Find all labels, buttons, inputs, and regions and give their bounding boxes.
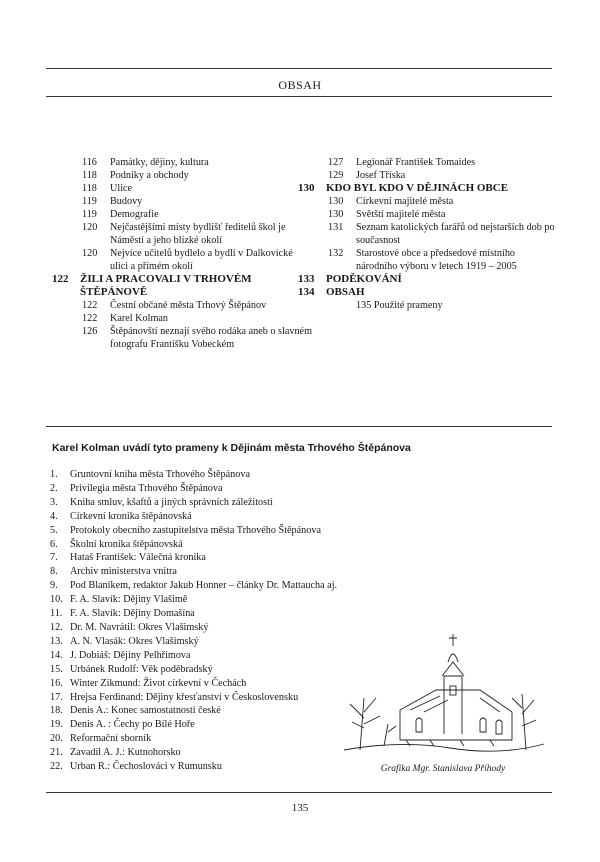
toc-title: OBSAH	[326, 286, 365, 298]
list-item-number: 16.	[50, 677, 63, 689]
list-item	[50, 663, 380, 677]
list-item	[50, 538, 380, 552]
toc-entry	[298, 182, 558, 195]
list-item	[50, 718, 380, 732]
list-item	[50, 746, 380, 760]
toc-entry	[52, 247, 312, 273]
list-item	[50, 551, 380, 565]
list-item-text: Zavadil A. J.: Kutnohorsko	[70, 747, 181, 759]
toc-title: Památky, dějiny, kultura	[110, 157, 209, 168]
list-item-text: Církevní kronika štěpánovská	[70, 510, 192, 522]
toc-entry	[52, 169, 312, 182]
list-item-number: 20.	[50, 733, 63, 745]
toc-title: KDO BYL KDO V DĚJINÁCH OBCE	[326, 182, 509, 194]
toc-entry	[298, 299, 558, 312]
list-item-text: Gruntovní kniha města Trhového Štěpánova	[70, 469, 250, 480]
toc-entry	[298, 273, 558, 286]
list-item-number: 8.	[50, 566, 58, 578]
list-item	[50, 579, 380, 593]
list-item-number: 1.	[50, 469, 58, 480]
toc-page-number: 130	[328, 209, 344, 220]
toc-entry	[52, 273, 312, 299]
toc-entry	[52, 156, 312, 169]
toc-page-number: 126	[82, 326, 98, 337]
list-item-text: Hrejsa Ferdinand: Dějiny křesťanství v Československu	[70, 691, 299, 703]
page-number: 135	[291, 802, 309, 814]
toc-page-number: 120	[82, 248, 98, 259]
toc-page-number: 131	[328, 222, 344, 233]
footer-rule	[46, 792, 552, 793]
toc-page-number: 116	[82, 157, 97, 168]
list-item-text: Pod Blaníkem, redaktor Jakub Honner – články Dr. Mattaucha aj.	[70, 580, 338, 592]
list-item-number: 7.	[50, 552, 58, 564]
toc-title: PODĚKOVÁNÍ	[326, 273, 402, 285]
list-item-number: 4.	[50, 510, 58, 522]
toc-title: Čestní občané města Trhový Štěpánov	[110, 300, 267, 311]
toc-left-column	[52, 156, 312, 351]
toc-title: Budovy	[110, 196, 143, 207]
toc-page-number: 132	[328, 248, 344, 259]
list-item-number: 14.	[50, 649, 63, 661]
toc-entry	[52, 208, 312, 221]
toc-page-number: 120	[82, 222, 98, 233]
list-item-number: 12.	[50, 621, 63, 633]
list-item-number: 5.	[50, 524, 58, 536]
church-sketch-illustration	[340, 628, 546, 760]
list-item	[50, 732, 380, 746]
list-item-number: 13.	[50, 635, 63, 647]
list-item-text: Školní kronika štěpánovská	[70, 538, 183, 550]
toc-entry	[52, 182, 312, 195]
list-item	[50, 649, 380, 663]
list-item-number: 17.	[50, 691, 63, 703]
toc-entry	[298, 221, 558, 247]
sources-list	[50, 468, 380, 774]
list-item	[50, 524, 380, 538]
list-item	[50, 482, 380, 496]
list-item-number: 2.	[50, 482, 58, 494]
toc-title: Josef Tříska	[356, 170, 406, 181]
section-divider	[46, 426, 552, 427]
list-item-number: 6.	[50, 538, 58, 550]
list-item-text: F. A. Slavík: Dějiny Domašína	[70, 608, 195, 620]
toc-title: Světští majitelé města	[356, 209, 446, 220]
toc-title: Ulice	[110, 183, 133, 194]
toc-title: Štěpánovští neznají svého rodáka aneb o slavném fotografu Františku Vobeckém	[110, 326, 312, 350]
list-item-number: 9.	[50, 580, 58, 592]
list-item-text: Privilegia města Trhového Štěpánova	[70, 482, 223, 494]
toc-right-column	[298, 156, 558, 312]
toc-title: Nejčastějšími místy bydlišť ředitelů škol je Náměstí a jeho blízké okolí	[110, 222, 286, 246]
list-item	[50, 677, 380, 691]
toc-entry	[52, 195, 312, 208]
list-item	[50, 635, 380, 649]
toc-title: Demografie	[110, 209, 159, 220]
toc-page-number: 134	[298, 286, 315, 298]
toc-page-number: 129	[328, 170, 344, 181]
list-item-number: 3.	[50, 496, 58, 508]
toc-entry	[298, 208, 558, 221]
toc-page-number: 119	[82, 196, 97, 207]
toc-title: Podniky a obchody	[110, 170, 189, 181]
list-item	[50, 510, 380, 524]
list-item	[50, 760, 380, 774]
list-item-number: 10.	[50, 594, 63, 606]
list-item	[50, 607, 380, 621]
list-item	[50, 621, 380, 635]
toc-page-number: 118	[82, 183, 97, 194]
toc-title: Nejvíce učitelů bydlelo a bydlí v Dalkovické ulici a přímém okolí	[110, 248, 293, 272]
list-item-text: Winter Zikmund: Život církevní v Čechách	[70, 677, 247, 689]
toc-page-number: 122	[82, 313, 98, 324]
list-item-number: 19.	[50, 719, 63, 731]
list-item-text: Protokoly obecního zastupitelstva města Trhového Štěpánova	[70, 524, 321, 536]
list-item	[50, 468, 380, 482]
toc-page-number: 118	[82, 170, 97, 181]
list-item-text: Dr. M. Navrátil: Okres Vlašimský	[70, 621, 209, 633]
list-item-text: J. Dobiáš: Dějiny Pelhřimova	[70, 649, 191, 661]
toc-entry	[52, 299, 312, 312]
list-item-text: Kniha smluv, kšaftů a jiných správních záležitostí	[70, 496, 273, 508]
page-title: OBSAH	[278, 78, 322, 92]
toc-entry	[298, 156, 558, 169]
toc-entry	[298, 247, 558, 273]
toc-page-number: 130	[298, 182, 315, 194]
list-item	[50, 593, 380, 607]
list-item-number: 18.	[50, 705, 63, 717]
list-item	[50, 691, 380, 705]
toc-title: Legionář František Tomaides	[356, 157, 476, 168]
list-item-number: 11.	[50, 608, 63, 620]
toc-entry	[52, 221, 312, 247]
toc-entry	[298, 169, 558, 182]
drawing-caption: Grafika Mgr. Stanislava Příhody	[380, 764, 506, 774]
toc-title: Církevní majitelé města	[356, 196, 454, 207]
header-top-rule	[46, 68, 552, 69]
list-item	[50, 496, 380, 510]
toc-page-number: 119	[82, 209, 97, 220]
toc-title: Seznam katolických farářů od nejstarších dob po současnost	[356, 222, 555, 246]
list-item-text: F. A. Slavík: Dějiny Vlašimě	[70, 594, 188, 606]
list-item-number: 15.	[50, 663, 63, 675]
toc-entry	[298, 195, 558, 208]
list-item-text: Urbánek Rudolf: Věk poděbradský	[70, 663, 213, 675]
list-item-number: 21.	[50, 747, 63, 759]
list-item-text: Reformační sborník	[70, 733, 152, 745]
list-item-number: 22.	[50, 761, 63, 773]
toc-title: Karel Kolman	[110, 313, 168, 324]
list-item-text: Denis A. : Čechy po Bílé Hoře	[70, 719, 195, 731]
list-item-text: Denis A.: Konec samostatnosti české	[70, 705, 221, 717]
sources-heading: Karel Kolman uvádí tyto prameny k Dějinám města Trhového Štěpánova	[52, 442, 411, 454]
list-item-text: Urban R.: Čechoslováci v Rumunsku	[70, 761, 222, 773]
toc-page-number	[298, 299, 356, 312]
list-item-text: A. N. Vlasák: Okres Vlašimský	[70, 635, 199, 647]
list-item	[50, 704, 380, 718]
toc-entry	[52, 325, 312, 351]
toc-entry	[298, 286, 558, 299]
toc-title: 135 Použité prameny	[356, 300, 443, 311]
list-item	[50, 565, 380, 579]
toc-page-number: 130	[328, 196, 344, 207]
toc-title: Starostové obce a předsedové místního národního výboru v letech 1919 – 2005	[356, 248, 517, 272]
toc-page-number: 122	[82, 300, 98, 311]
toc-page-number: 133	[298, 273, 315, 285]
toc-page-number: 122	[52, 273, 69, 285]
header-bottom-rule	[46, 96, 552, 97]
list-item-text: Archiv ministerstva vnitra	[70, 566, 177, 578]
toc-page-number: 127	[328, 157, 344, 168]
list-item-text: Hataš František: Válečná kronika	[70, 552, 206, 564]
toc-title: ŽILI A PRACOVALI V TRHOVÉM ŠTĚPÁNOVĚ	[80, 273, 252, 298]
toc-entry	[52, 312, 312, 325]
